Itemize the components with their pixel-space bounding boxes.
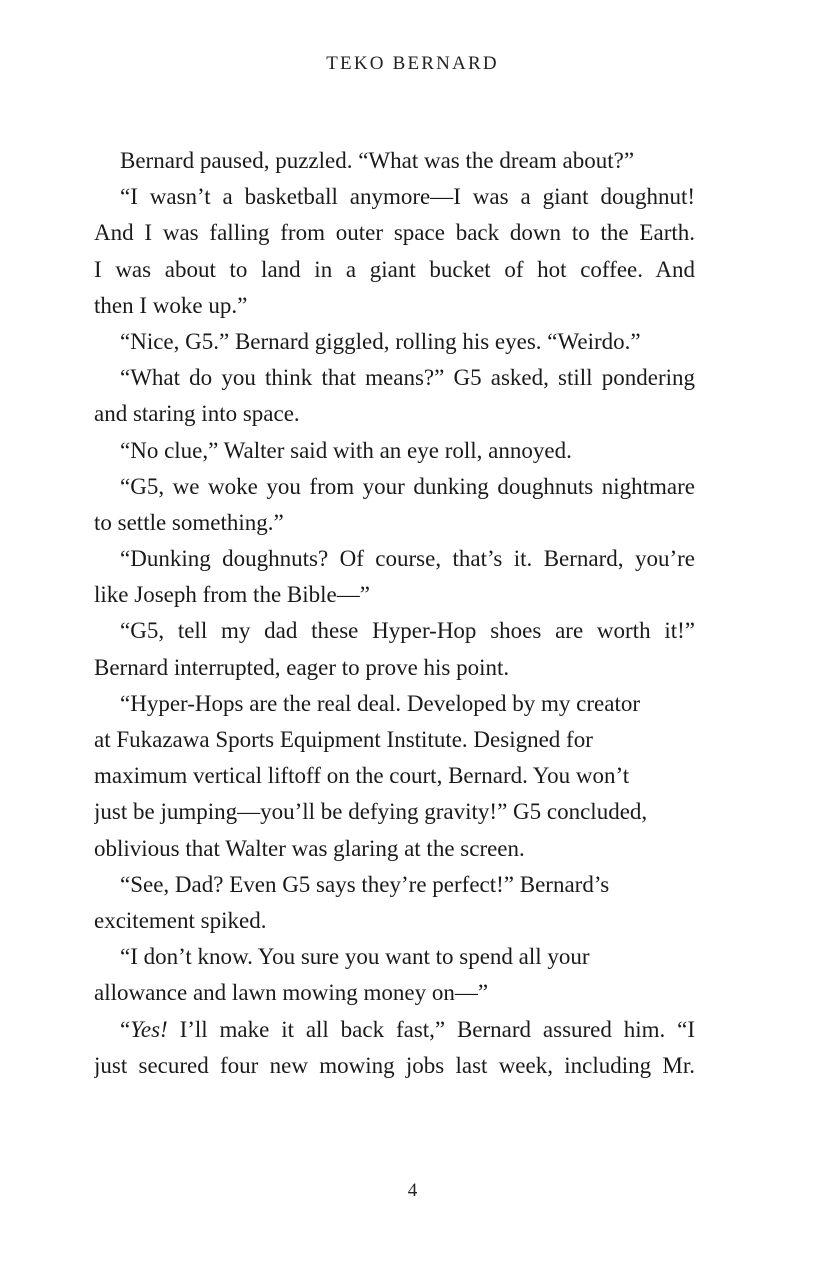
text-line: just secured four new mowing jobs last week, including Mr.: [94, 1052, 695, 1078]
text-line: to settle something.”: [94, 509, 284, 535]
text-line: Bernard interrupted, eager to prove his point.: [94, 654, 510, 680]
text-line: “See, Dad? Even G5 says they’re perfect!” Bernard’s: [120, 871, 610, 897]
text-line: “Nice, G5.” Bernard giggled, rolling his eyes. “Weirdo.”: [120, 328, 641, 354]
text-line: “G5, tell my dad these Hyper-Hop shoes are worth it!”: [120, 618, 695, 644]
text-line: excitement spiked.: [94, 907, 267, 933]
line-remainder: I’ll make it all back fast,” Bernard assured him. “I: [167, 1016, 695, 1042]
text-line: I was about to land in a giant bucket of hot coffee. And: [94, 256, 695, 282]
text-line: “No clue,” Walter said with an eye roll, annoyed.: [120, 437, 572, 463]
emphasis-text: Yes!: [130, 1016, 168, 1042]
text-line: like Joseph from the Bible—”: [94, 582, 370, 608]
text-line: [94, 1012, 695, 1048]
open-quote: “: [120, 1016, 131, 1042]
text-line: “I don’t know. You sure you want to spend all your: [120, 944, 590, 970]
text-line: just be jumping—you’ll be defying gravity!” G5 concluded,: [94, 799, 648, 825]
text-line: oblivious that Walter was glaring at the screen.: [94, 835, 525, 861]
text-line: then I woke up.”: [94, 292, 248, 318]
text-line: And I was falling from outer space back down to the Earth.: [94, 220, 695, 246]
running-head: TEKO BERNARD: [326, 53, 499, 74]
text-line: at Fukazawa Sports Equipment Institute. Designed for: [94, 727, 593, 752]
text-line: maximum vertical liftoff on the court, Bernard. You won’t: [94, 763, 630, 789]
text-line: and staring into space.: [94, 401, 300, 427]
text-line: Bernard paused, puzzled. “What was the dream about?”: [120, 148, 635, 173]
text-line: “I wasn’t a basketball anymore—I was a giant doughnut!: [120, 184, 695, 210]
page-number: 4: [407, 1180, 418, 1201]
body-text: [94, 143, 695, 1084]
text-line: “Hyper-Hops are the real deal. Developed by my creator: [120, 690, 640, 716]
text-line: allowance and lawn mowing money on—”: [94, 980, 489, 1006]
text-line: “Dunking doughnuts? Of course, that’s it. Bernard, you’re: [120, 546, 695, 572]
text-line: “G5, we woke you from your dunking doughnuts nightmare: [120, 473, 695, 499]
text-line: “What do you think that means?” G5 asked, still pondering: [120, 365, 695, 391]
